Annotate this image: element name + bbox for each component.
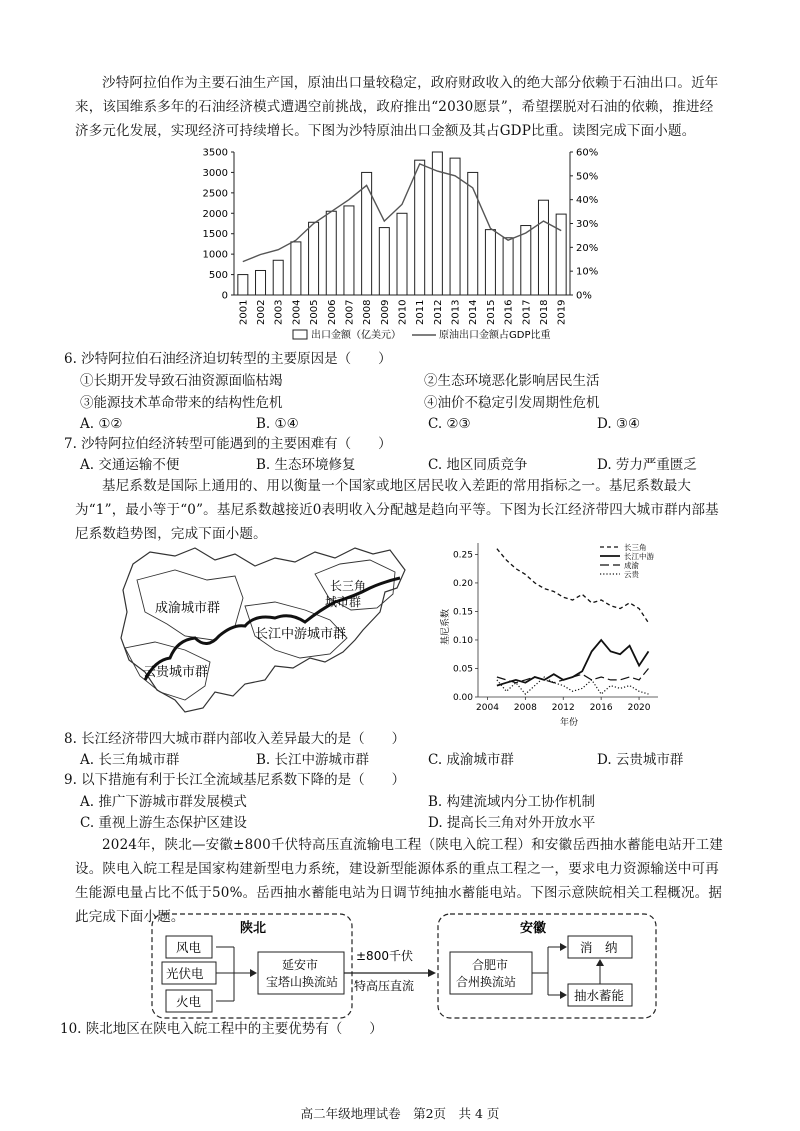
q6-option-a[interactable]: A. ①② — [80, 416, 123, 432]
label-chengyu: 成渝城市群 — [155, 601, 221, 616]
right-tick-label: 20% — [576, 242, 599, 254]
export-bar — [291, 242, 301, 295]
q6-item-3: ③能源技术革命带来的结构性危机 — [80, 395, 283, 411]
gini-x-tick: 2012 — [551, 703, 575, 713]
power-transmission-diagram — [150, 910, 660, 1022]
gini-trend-chart — [420, 535, 680, 730]
q9-stem: 9. 以下措施有利于长江全流域基尼系数下降的是（ ） — [64, 772, 406, 788]
gini-y-tick: 0.05 — [452, 664, 473, 675]
q6-item-4: ④油价不稳定引发周期性危机 — [424, 395, 600, 411]
page-footer: 高二年级地理试卷 第2页 共 4 页 — [300, 1106, 500, 1121]
label-yungui: 云贵城市群 — [143, 665, 209, 680]
year-tick-label: 2014 — [468, 299, 480, 325]
left-tick-label: 500 — [208, 270, 228, 282]
legend-bar-label: 出口金额（亿美元） — [311, 330, 401, 341]
export-bar — [309, 222, 319, 295]
thermal-power-label: 火电 — [176, 994, 202, 1009]
export-bar — [326, 211, 336, 295]
label-changsanjiao-1: 长三角 — [330, 579, 367, 593]
anhui-label: 安徽 — [520, 921, 547, 936]
consume-label: 消 纳 — [580, 940, 618, 955]
shaanbei-label: 陕北 — [240, 921, 267, 936]
year-tick-label: 2006 — [326, 299, 338, 325]
gini-x-tick: 2016 — [589, 703, 613, 713]
station2-line1: 合肥市 — [472, 958, 509, 972]
q9-option-d[interactable]: D. 提高长三角对外开放水平 — [428, 815, 596, 831]
gini-legend-label: 长三角 — [624, 543, 647, 552]
station2-line2: 合州换流站 — [456, 975, 517, 989]
left-tick-label: 3000 — [202, 167, 228, 179]
gini-x-tick: 2004 — [476, 703, 499, 713]
q8-stem: 8. 长江经济带四大城市群内部收入差异最大的是（ ） — [64, 731, 406, 747]
q6-option-d[interactable]: D. ③④ — [597, 416, 641, 432]
gini-x-tick: 2008 — [513, 703, 537, 713]
export-bar — [256, 270, 266, 295]
export-bar — [397, 213, 407, 295]
gini-legend-label: 云贵 — [624, 570, 639, 579]
q8-option-b[interactable]: B. 长江中游城市群 — [256, 752, 370, 768]
label-changsanjiao-2: 城市群 — [325, 595, 362, 609]
year-tick-label: 2019 — [556, 299, 568, 325]
q7-option-c[interactable]: C. 地区同质竞争 — [428, 457, 528, 473]
q6-option-c[interactable]: C. ②③ — [428, 416, 471, 432]
q6-item-2: ②生态环境恶化影响居民生活 — [424, 373, 600, 389]
year-tick-label: 2012 — [432, 299, 444, 325]
year-tick-label: 2015 — [485, 299, 497, 325]
q7-stem: 7. 沙特阿拉伯经济转型可能遇到的主要困难有（ ） — [64, 436, 392, 452]
export-bar — [503, 238, 513, 295]
export-bar — [485, 230, 495, 295]
year-tick-label: 2005 — [309, 299, 321, 325]
export-bar — [238, 275, 248, 295]
gini-y-tick: 0.10 — [452, 635, 473, 646]
passage-gini: 基尼系数是国际上通用的、用以衡量一个国家或地区居民收入差距的常用指标之一。基尼系数最大为“1”，最小等于“0”。基尼系数越接近0表明收入分配越是趋向平等。下图为长江经济带四大城市群内部基尼系数趋势图，完成下面小题。 — [75, 478, 719, 542]
export-bar — [432, 152, 442, 295]
q8-option-a[interactable]: A. 长三角城市群 — [80, 752, 180, 768]
wind-power-label: 风电 — [176, 940, 202, 955]
year-tick-label: 2009 — [379, 299, 391, 325]
passage-power: 2024年，陕北—安徽±800千伏特高压直流输电工程（陕电入皖工程）和安徽岳西抽水蓄能电站开工建设。陕电入皖工程是国家构建新型电力系统，建设新型能源体系的重点工程之一，要求电力资源输送中可再生能源电量占比不低于50%。岳西抽水蓄能电站为日调节纯抽水蓄能电站。下图示意陕皖相关工程概况。据此完成下面小题。 — [75, 837, 724, 925]
q9-option-b[interactable]: B. 构建流域内分工协作机制 — [428, 794, 596, 810]
q9-option-c[interactable]: C. 重视上游生态保护区建设 — [80, 815, 247, 831]
q6-stem: 6. 沙特阿拉伯石油经济迫切转型的主要原因是（ ） — [64, 351, 392, 367]
export-bar — [273, 260, 283, 295]
gini-legend-label: 成渝 — [624, 561, 639, 570]
year-tick-label: 2001 — [238, 299, 250, 325]
gini-y-tick: 0.00 — [452, 693, 473, 703]
year-tick-label: 2003 — [273, 299, 285, 325]
station1-line1: 延安市 — [282, 958, 319, 972]
q9-option-a[interactable]: A. 推广下游城市群发展模式 — [80, 794, 247, 810]
solar-power-label: 光伏电 — [166, 966, 204, 981]
q7-option-d[interactable]: D. 劳力严重匮乏 — [597, 457, 697, 473]
year-tick-label: 2011 — [415, 299, 427, 325]
export-bar — [379, 228, 389, 295]
gini-x-tick: 2020 — [627, 703, 651, 713]
left-tick-label: 2500 — [202, 188, 228, 200]
passage-saudi: 沙特阿拉伯作为主要石油生产国，原油出口量较稳定，政府财政收入的绝大部分依赖于石油出口。近年来，该国维系多年的石油经济模式遭遇空前挑战，政府推出“2030愿景”，希望摆脱对石油的依赖，推进经济多元化发展，实现经济可持续增长。下图为沙特原油出口金额及其占GDP比重。读图完成下面小题。 — [75, 75, 719, 139]
year-tick-label: 2013 — [450, 299, 462, 325]
year-tick-label: 2016 — [503, 299, 515, 325]
export-bar — [362, 172, 372, 295]
q7-option-a[interactable]: A. 交通运输不便 — [80, 457, 180, 473]
gini-series-line — [497, 677, 649, 694]
export-bar — [468, 172, 478, 295]
year-tick-label: 2018 — [538, 299, 550, 325]
legend-line-label: 原油出口金额占GDP比重 — [439, 330, 551, 341]
export-bar — [521, 226, 531, 295]
link-label-1: ±800千伏 — [356, 949, 413, 963]
year-tick-label: 2017 — [521, 299, 533, 325]
link-label-2: 特高压直流 — [354, 979, 415, 993]
export-bar — [415, 160, 425, 295]
right-tick-label: 60% — [576, 147, 599, 159]
gini-ylabel: 基尼系数 — [441, 608, 451, 645]
q6-option-b[interactable]: B. ①④ — [256, 416, 299, 432]
pumped-storage-label: 抽水蓄能 — [574, 988, 625, 1003]
right-tick-label: 40% — [576, 195, 599, 207]
gini-xlabel: 年份 — [560, 718, 579, 728]
export-bar — [538, 200, 548, 295]
right-tick-label: 0% — [576, 290, 592, 302]
year-tick-label: 2002 — [256, 299, 268, 325]
q8-option-c[interactable]: C. 成渝城市群 — [428, 752, 514, 768]
export-bar — [344, 206, 354, 295]
right-tick-label: 50% — [576, 171, 599, 183]
saudi-export-chart — [190, 142, 610, 347]
right-tick-label: 30% — [576, 219, 599, 230]
gini-y-tick: 0.20 — [452, 578, 473, 589]
export-bar — [556, 214, 566, 295]
yangtze-city-cluster-map — [115, 540, 415, 725]
q8-option-d[interactable]: D. 云贵城市群 — [597, 752, 684, 768]
left-tick-label: 1500 — [202, 229, 228, 241]
left-tick-label: 2000 — [202, 208, 228, 220]
q10-stem: 10. 陕北地区在陕电入皖工程中的主要优势有（ ） — [60, 1021, 383, 1037]
gini-legend-label: 长江中游 — [624, 552, 654, 561]
right-tick-label: 10% — [576, 266, 599, 278]
q6-item-1: ①长期开发导致石油资源面临枯竭 — [80, 373, 283, 389]
legend-bar-swatch — [293, 330, 307, 339]
gini-y-tick: 0.15 — [452, 607, 473, 618]
year-tick-label: 2007 — [344, 299, 356, 325]
left-tick-label: 0 — [221, 290, 228, 302]
left-tick-label: 1000 — [202, 249, 228, 261]
q7-option-b[interactable]: B. 生态环境修复 — [256, 457, 356, 473]
gini-y-tick: 0.25 — [452, 550, 473, 561]
year-tick-label: 2010 — [397, 299, 409, 325]
station1-line2: 宝塔山换流站 — [266, 975, 339, 989]
year-tick-label: 2004 — [291, 299, 303, 325]
label-zhongyou: 长江中游城市群 — [255, 627, 347, 642]
left-tick-label: 3500 — [202, 147, 228, 159]
year-tick-label: 2008 — [362, 299, 374, 325]
